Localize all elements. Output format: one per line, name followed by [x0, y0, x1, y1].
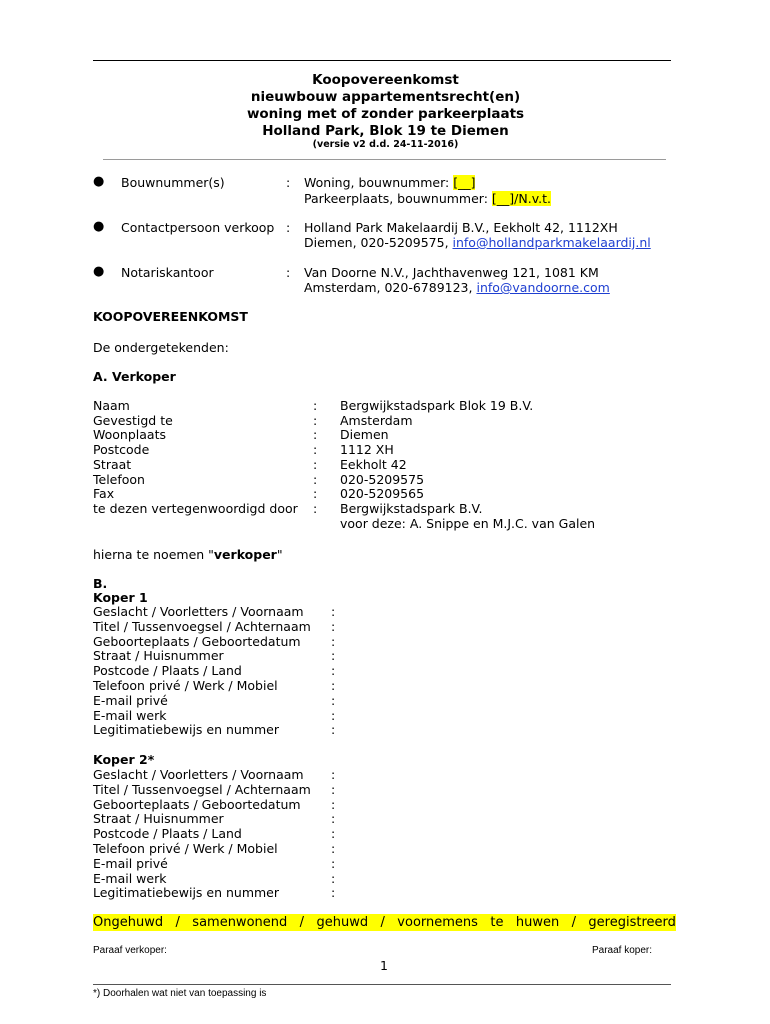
contact-label: Contactpersoon verkoop [121, 220, 275, 235]
seller-field-colon: : [313, 456, 318, 472]
bouwnummer-label: Bouwnummer(s) [121, 175, 225, 190]
koper1-field-input[interactable] [345, 708, 665, 723]
koper2-heading: Koper 2* [93, 752, 155, 767]
koper1-field-label: Postcode / Plaats / Land [93, 663, 242, 679]
koper2-field-label: Titel / Tussenvoegsel / Achternaam [93, 781, 311, 797]
notaris-email-link[interactable]: info@vandoorne.com [476, 280, 610, 295]
seller-field-value: 020-5209565 [340, 486, 425, 502]
notaris-label: Notariskantoor [121, 265, 214, 280]
koper1-field-label: Telefoon privé / Werk / Mobiel [93, 678, 278, 693]
koper2-field-input[interactable] [345, 767, 665, 782]
koper2-field-label: Geboorteplaats / Geboortedatum [93, 796, 301, 812]
marital-option[interactable]: Ongehuwd [93, 915, 164, 930]
seller-field-value: Bergwijkstadspark B.V. [340, 500, 483, 516]
seller-field-colon: : [313, 412, 318, 428]
contact-email-link[interactable]: info@hollandparkmakelaardij.nl [452, 235, 651, 250]
seller-field-colon: : [313, 486, 318, 502]
koper2-field-label: Telefoon privé / Werk / Mobiel [93, 841, 278, 856]
koper2-field-input[interactable] [345, 871, 665, 886]
contact-colon: : [286, 220, 291, 235]
section-heading: KOOPOVEREENKOMST [93, 309, 248, 324]
document-version: (versie v2 d.d. 24-11-2016) [312, 139, 459, 150]
koper2-field-label: E-mail werk [93, 870, 167, 886]
seller-representatives: voor deze: A. Snippe en M.J.C. van Galen [340, 516, 596, 531]
koper1-field-colon: : [331, 692, 336, 708]
marital-separator: / [380, 915, 385, 930]
marital-status-line[interactable] [93, 914, 676, 931]
koper2-field-input[interactable] [345, 797, 665, 812]
koper1-field-colon: : [331, 633, 336, 649]
document-title-line-4: Holland Park, Blok 19 te Diemen [262, 123, 509, 139]
marital-separator: / [175, 915, 180, 930]
page-number: 1 [380, 958, 388, 973]
seller-heading: A. Verkoper [93, 369, 176, 384]
notaris-line-1: Van Doorne N.V., Jachthavenweg 121, 1081 KM [304, 265, 599, 280]
koper1-field-label: Titel / Tussenvoegsel / Achternaam [93, 618, 311, 634]
koper2-field-colon: : [331, 811, 336, 827]
marital-option[interactable]: geregistreerd [588, 915, 676, 930]
koper2-field-input[interactable] [345, 811, 665, 826]
seller-field-label: Naam [93, 398, 130, 413]
koper1-field-input[interactable] [345, 663, 665, 678]
koper1-field-colon: : [331, 663, 336, 679]
seller-field-colon: : [313, 427, 318, 443]
koper2-field-colon: : [331, 855, 336, 871]
koper1-field-label: Geboorteplaats / Geboortedatum [93, 633, 301, 649]
bullet-icon: ● [93, 219, 105, 234]
notaris-colon: : [286, 265, 291, 280]
koper1-field-input[interactable] [345, 634, 665, 649]
woning-bouwnummer-field[interactable]: [__] [453, 175, 476, 190]
marital-option[interactable]: gehuwd [316, 915, 369, 930]
bullet-icon: ● [93, 264, 105, 279]
seller-field-colon: : [313, 500, 318, 516]
seller-field-label: Telefoon [93, 471, 145, 487]
koper1-field-label: E-mail privé [93, 692, 168, 708]
koper2-field-label: Postcode / Plaats / Land [93, 826, 242, 842]
marital-separator: / [571, 915, 577, 930]
footnote: *) Doorhalen wat niet van toepassing is [93, 988, 267, 999]
koper1-field-label: E-mail werk [93, 707, 167, 723]
seller-field-value: 1112 XH [340, 442, 394, 458]
seller-field-value: Eekholt 42 [340, 456, 407, 472]
koper1-field-label: Legitimatiebewijs en nummer [93, 722, 280, 738]
seller-field-label: Straat [93, 456, 132, 472]
marital-option[interactable]: voornemens [397, 915, 478, 930]
koper1-field-label: Straat / Huisnummer [93, 648, 224, 664]
intro-text: De ondergetekenden: [93, 340, 229, 355]
buyers-section-label: B. [93, 576, 108, 591]
koper1-field-colon: : [331, 707, 336, 723]
koper1-field-colon: : [331, 604, 336, 619]
top-rule [93, 60, 671, 61]
seller-field-value: Amsterdam [340, 412, 413, 428]
koper1-field-colon: : [331, 618, 336, 634]
seller-field-value: Bergwijkstadspark Blok 19 B.V. [340, 398, 534, 413]
koper1-field-input[interactable] [345, 604, 665, 619]
seller-field-label: Fax [93, 486, 115, 502]
koper1-heading: Koper 1 [93, 590, 148, 605]
parkeerplaats-bouwnummer-field[interactable]: [__]/N.v.t. [491, 191, 551, 206]
koper2-field-input[interactable] [345, 885, 665, 900]
koper2-field-colon: : [331, 767, 336, 782]
contact-line-1: Holland Park Makelaardij B.V., Eekholt 42, 1112XH [304, 220, 618, 235]
document-title-line-2: nieuwbouw appartementsrecht(en) [250, 89, 521, 105]
marital-option[interactable]: te [490, 915, 504, 930]
koper2-field-input[interactable] [345, 856, 665, 871]
seller-field-colon: : [313, 398, 318, 413]
bouwnummer-parkeerplaats: Parkeerplaats, bouwnummer: [__]/N.v.t. [304, 191, 551, 206]
koper1-field-input[interactable] [345, 722, 665, 737]
seller-field-label: Postcode [93, 442, 150, 458]
koper2-field-colon: : [331, 826, 336, 842]
seller-field-label: te dezen vertegenwoordigd door [93, 500, 298, 516]
marital-option[interactable]: samenwonend [192, 915, 288, 930]
koper1-field-colon: : [331, 648, 336, 664]
document-title-line-3: woning met of zonder parkeerplaats [246, 106, 525, 122]
bouwnummer-colon: : [286, 175, 291, 190]
koper2-field-input[interactable] [345, 826, 665, 841]
paraaf-verkoper: Paraaf verkoper: [93, 945, 167, 956]
paraaf-koper: Paraaf koper: [592, 945, 653, 956]
koper1-field-label: Geslacht / Voorletters / Voornaam [93, 604, 304, 619]
footnote-rule [93, 984, 671, 985]
koper2-field-label: E-mail privé [93, 855, 168, 871]
contact-line-2: Diemen, 020-5209575, info@hollandparkmakelaardij.nl [304, 235, 651, 250]
seller-named-as: hierna te noemen "verkoper" [93, 547, 283, 562]
koper1-field-input[interactable] [345, 678, 665, 693]
document-title-line-1: Koopovereenkomst [312, 72, 459, 88]
koper1-field-input[interactable] [345, 619, 665, 634]
seller-field-label: Gevestigd te [93, 412, 173, 428]
koper2-field-colon: : [331, 796, 336, 812]
koper2-field-label: Straat / Huisnummer [93, 811, 224, 827]
bullet-icon: ● [93, 174, 105, 189]
title-divider [103, 159, 666, 160]
koper1-field-input[interactable] [345, 648, 665, 663]
koper2-field-colon: : [331, 870, 336, 886]
notaris-line-2: Amsterdam, 020-6789123, info@vandoorne.com [304, 280, 610, 295]
koper2-field-label: Legitimatiebewijs en nummer [93, 885, 280, 901]
koper2-field-label: Geslacht / Voorletters / Voornaam [93, 767, 304, 782]
marital-separator: / [299, 915, 305, 930]
koper1-field-input[interactable] [345, 693, 665, 708]
seller-field-value: 020-5209575 [340, 471, 425, 487]
seller-field-label: Woonplaats [93, 427, 166, 443]
koper2-field-colon: : [331, 781, 336, 797]
seller-field-colon: : [313, 471, 318, 487]
koper2-field-input[interactable] [345, 841, 665, 856]
koper1-field-colon: : [331, 678, 336, 693]
marital-option[interactable]: huwen [515, 915, 560, 930]
koper1-field-colon: : [331, 722, 336, 738]
koper2-field-input[interactable] [345, 782, 665, 797]
seller-field-value: Diemen [340, 427, 389, 443]
koper2-field-colon: : [331, 885, 336, 901]
bouwnummer-woning: Woning, bouwnummer: [__] [304, 175, 476, 190]
seller-field-colon: : [313, 442, 318, 458]
koper2-field-colon: : [331, 841, 336, 856]
